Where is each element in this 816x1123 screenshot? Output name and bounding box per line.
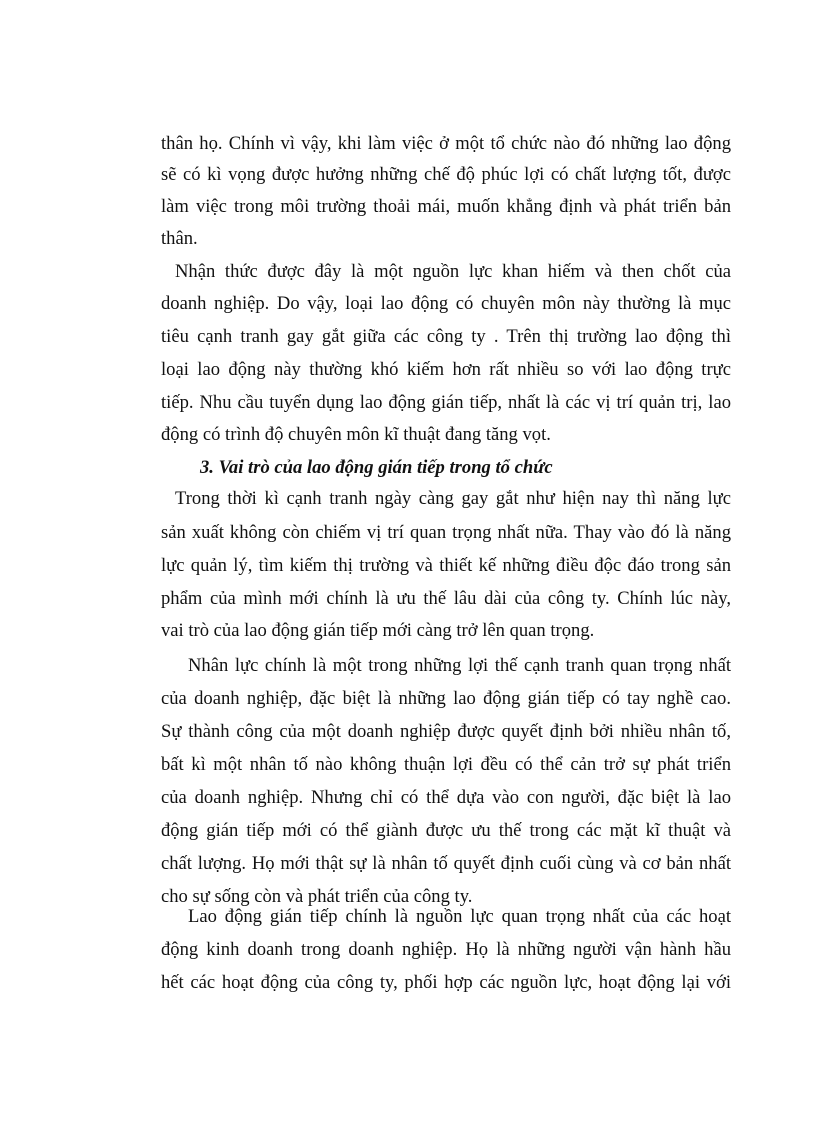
paragraph-line: động có trình độ chuyên môn kĩ thuật đang tăng vọt.	[161, 424, 551, 445]
paragraph-line: Nhận thức được đây là một nguồn lực khan hiếm và then chốt của	[175, 261, 731, 282]
paragraph-line: vai trò của lao động gián tiếp mới càng trở lên quan trọng.	[161, 620, 595, 641]
paragraph-line: hết các hoạt động của công ty, phối hợp các nguồn lực, hoạt động lại với	[161, 972, 731, 993]
paragraph-line: bất kì một nhân tố nào không thuận lợi đều có thể cản trở sự phát triển	[161, 754, 731, 775]
paragraph-line: động kinh doanh trong doanh nghiệp. Họ là những người vận hành hầu	[161, 939, 731, 960]
paragraph-line: doanh nghiệp. Do vậy, loại lao động có chuyên môn này thường là mục	[161, 293, 731, 314]
paragraph-line: của doanh nghiệp. Nhưng chỉ có thể dựa vào con người, đặc biệt là lao	[161, 787, 731, 808]
paragraph-line: Nhân lực chính là một trong những lợi thế cạnh tranh quan trọng nhất	[188, 655, 731, 676]
paragraph-line: tiêu cạnh tranh gay gắt giữa các công ty . Trên thị trường lao động thì	[161, 326, 731, 347]
paragraph-line: phẩm của mình mới chính là ưu thế lâu dài của công ty. Chính lúc này,	[161, 588, 731, 609]
paragraph-line: Trong thời kì cạnh tranh ngày càng gay gắt như hiện nay thì năng lực	[175, 488, 731, 509]
paragraph-line: làm việc trong môi trường thoải mái, muốn khẳng định và phát triển bản	[161, 196, 731, 217]
paragraph-line: cho sự sống còn và phát triển của công ty.	[161, 886, 473, 907]
paragraph-line: sản xuất không còn chiếm vị trí quan trọng nhất nữa. Thay vào đó là năng	[161, 522, 731, 543]
paragraph-line: lực quản lý, tìm kiếm thị trường và thiết kế những điều độc đáo trong sản	[161, 555, 731, 576]
paragraph-line: loại lao động này thường khó kiếm hơn rất nhiều so với lao động trực	[161, 359, 731, 380]
paragraph-line: động gián tiếp mới có thể giành được ưu thế trong các mặt kĩ thuật và	[161, 820, 731, 841]
paragraph-line: tiếp. Nhu cầu tuyển dụng lao động gián tiếp, nhất là các vị trí quản trị, lao	[161, 392, 731, 413]
paragraph-line: chất lượng. Họ mới thật sự là nhân tố quyết định cuối cùng và cơ bản nhất	[161, 853, 731, 874]
paragraph-line: của doanh nghiệp, đặc biệt là những lao động gián tiếp có tay nghề cao.	[161, 688, 731, 709]
paragraph-line: Lao động gián tiếp chính là nguồn lực quan trọng nhất của các hoạt	[188, 906, 731, 927]
paragraph-line: thân họ. Chính vì vậy, khi làm việc ở một tổ chức nào đó những lao động	[161, 133, 731, 154]
paragraph-line: thân.	[161, 228, 198, 249]
paragraph-line: sẽ có kì vọng được hưởng những chế độ phúc lợi có chất lượng tốt, được	[161, 164, 731, 185]
section-heading: 3. Vai trò của lao động gián tiếp trong tổ chức	[200, 457, 553, 478]
paragraph-line: Sự thành công của một doanh nghiệp được quyết định bởi nhiều nhân tố,	[161, 721, 731, 742]
